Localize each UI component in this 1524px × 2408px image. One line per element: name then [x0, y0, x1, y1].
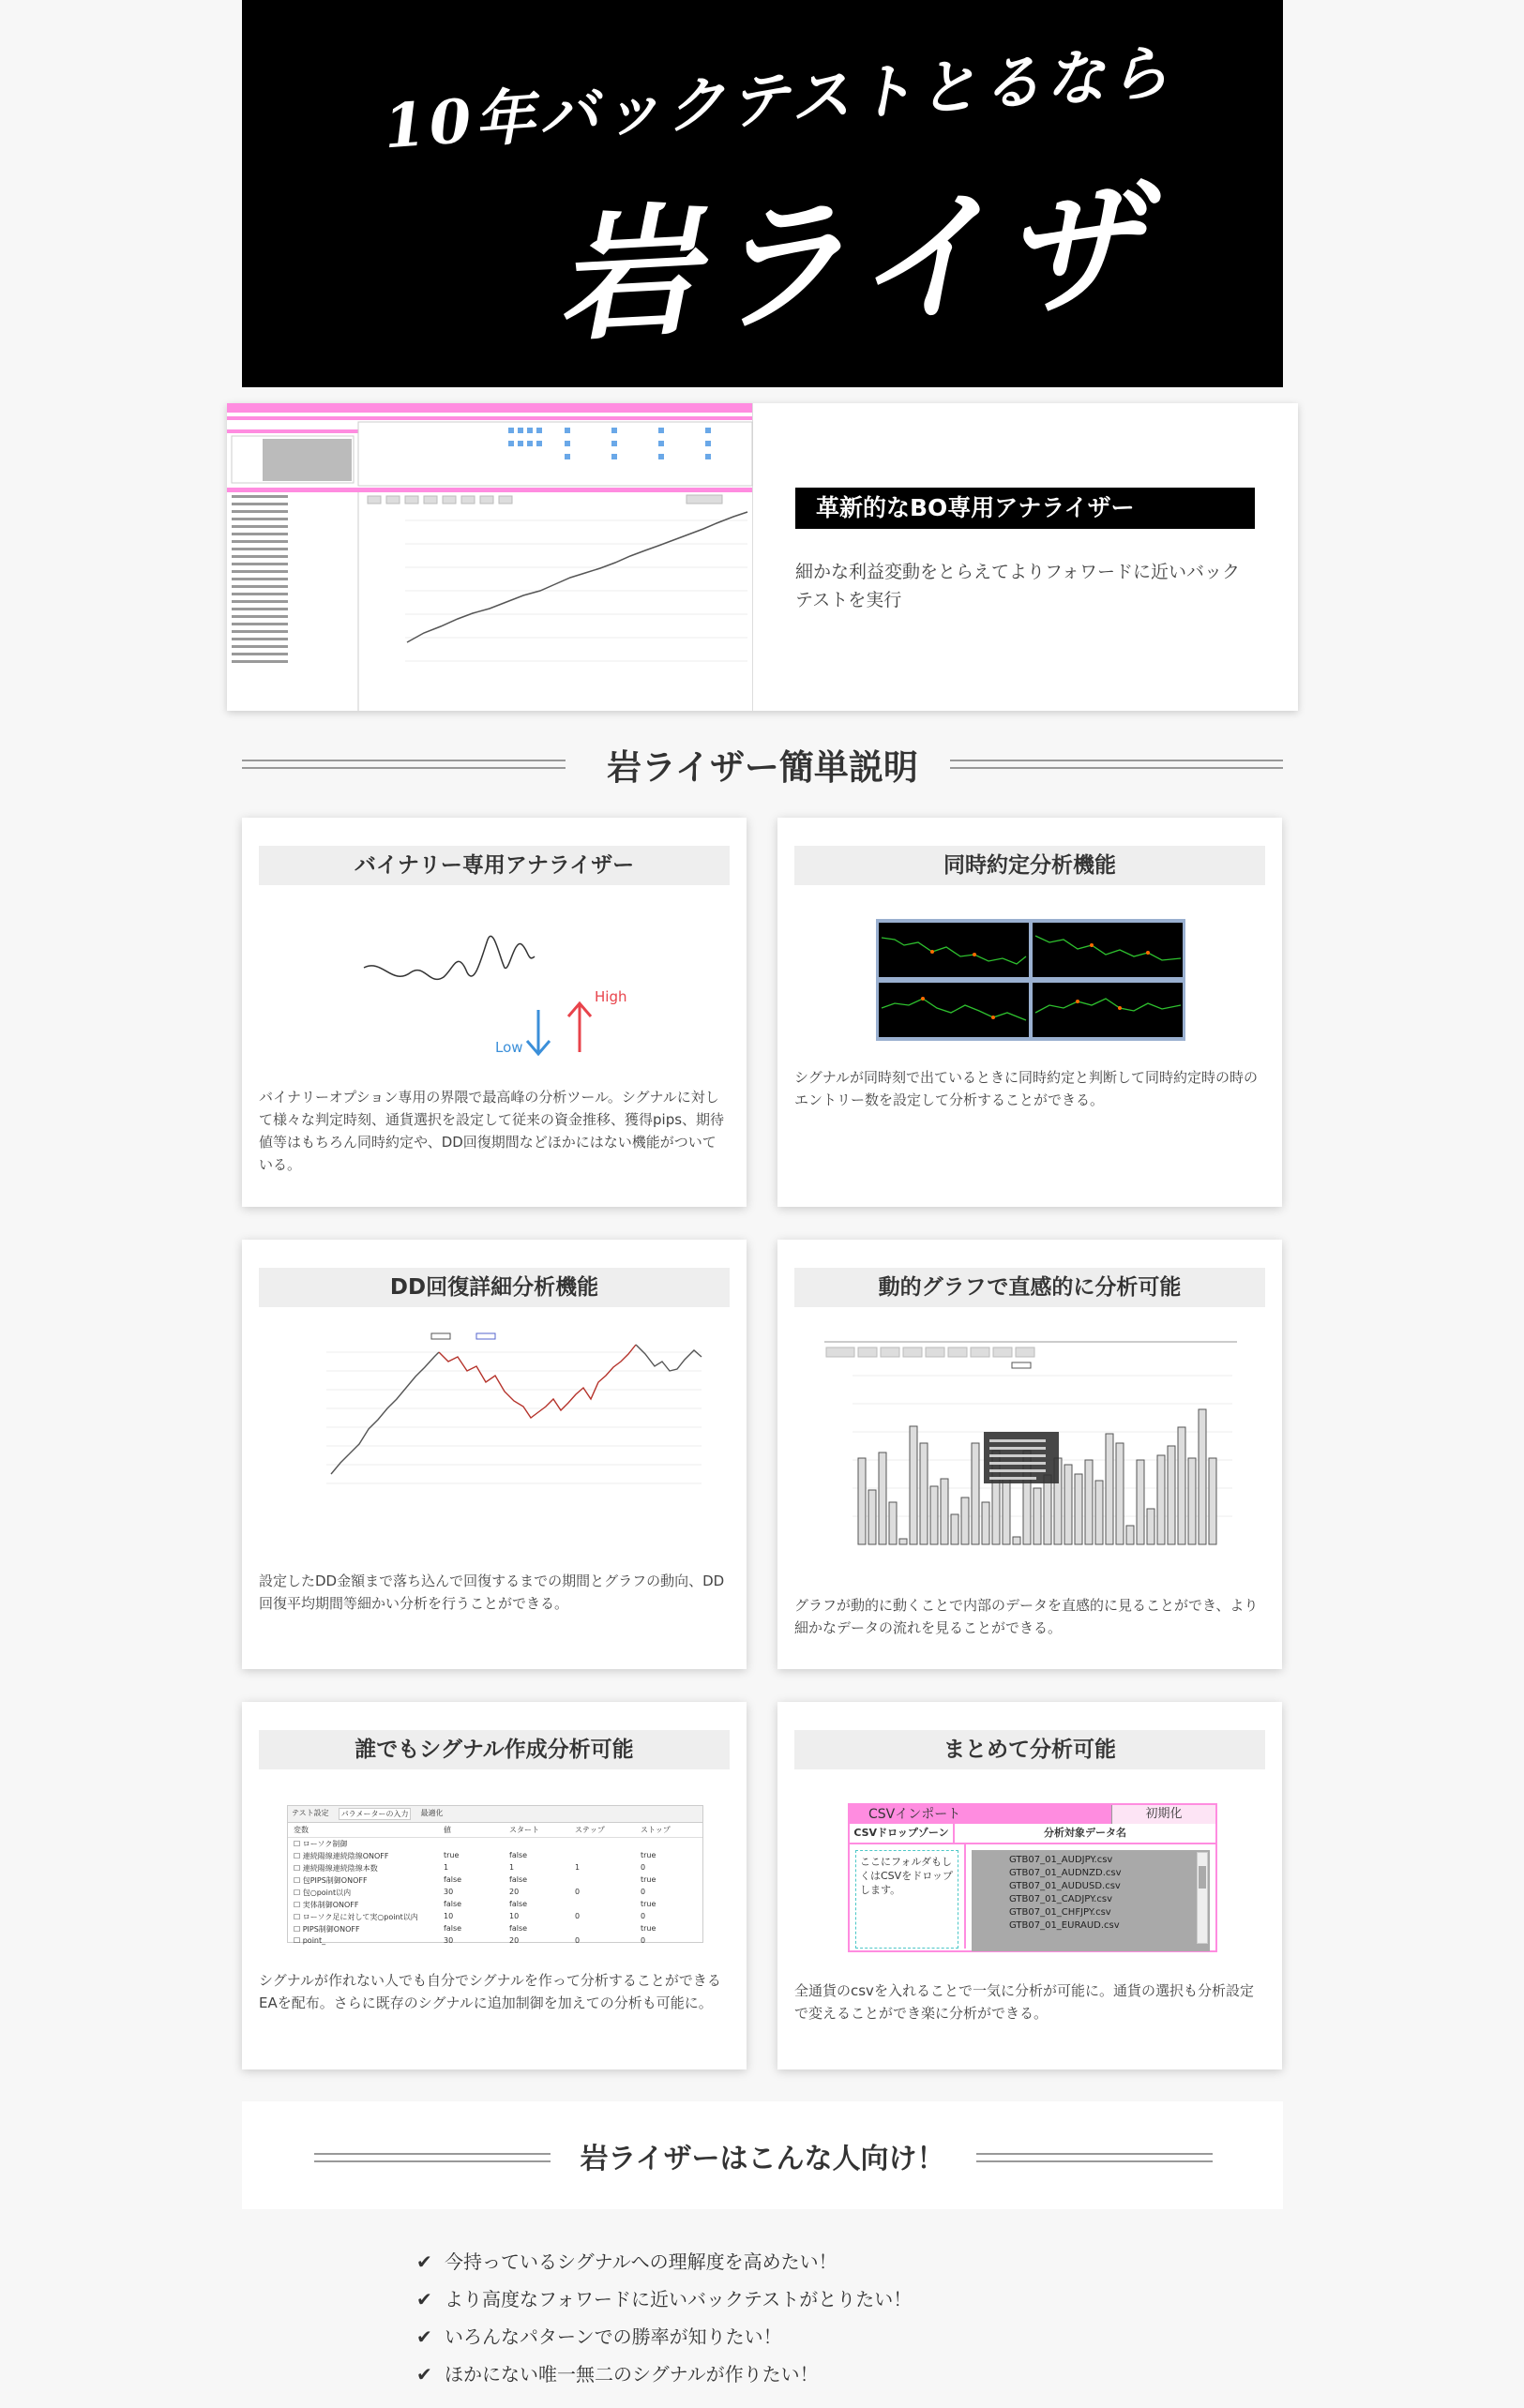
card-text: 設定したDD金額まで落ち込んで回復するまでの期間とグラフの動向、DD回復平均期間等細かい分析を行うことができる。: [259, 1573, 725, 1612]
tab-parameters[interactable]: パラメーターの入力: [339, 1808, 412, 1820]
col-value: 値: [444, 1826, 451, 1834]
check-icon: ✔: [416, 2363, 432, 2385]
list-item: ✔ より高度なフォワードに近いバックテストがとりたい！: [416, 2280, 912, 2318]
card-text: シグナルが作れない人でも自分でシグナルを作って分析することができるEAを配布。さらに既存のシグナルに追加制御を加えての分析も可能に。: [259, 1972, 721, 2011]
dynamic-bar-chart: [824, 1338, 1237, 1558]
csv-drop-zone[interactable]: [850, 1844, 966, 1949]
list-item[interactable]: GTB07_01_CADJPY.csv: [1009, 1894, 1112, 1904]
section-heading: [242, 733, 1283, 790]
param-rows: [288, 1838, 702, 1948]
list-item: ✔ ほかにない唯一無二のシグナルが作りたい！: [416, 2355, 912, 2393]
table-row[interactable]: ☐ 連続陽線連続陰線本数 1 1 1 0: [294, 1863, 646, 1873]
low-label: Low: [495, 1039, 523, 1056]
table-row[interactable]: ☐ 連続陽線連続陰線ONOFF true false true: [294, 1851, 656, 1860]
file-list[interactable]: [972, 1850, 1210, 1951]
card-text: バイナリーオプション専用の界隈で最高峰の分析ツール。シグナルに対して様々な判定時刻、通貨選択を設定して従来の資金推移、獲得pips、期待値等はもちろん同時約定や、DD回復期間などほかにはない機能がついている。: [259, 1089, 725, 1173]
card-title: 誰でもシグナル作成分析可能: [259, 1730, 730, 1769]
card-text: シグナルが同時刻で出ているときに同時約定と判断して同時約定時の時のエントリー数を設定して分析することができる。: [794, 1069, 1258, 1108]
list-item[interactable]: GTB07_01_AUDUSD.csv: [1009, 1881, 1121, 1891]
table-row[interactable]: ☐ PIPS制御ONOFF false false true: [294, 1924, 656, 1934]
csv-import-header: CSVインポート: [868, 1807, 961, 1822]
list-item[interactable]: GTB07_01_CHFJPY.csv: [1009, 1907, 1111, 1918]
target-heading-box: [242, 2101, 1283, 2209]
list-item[interactable]: GTB07_01_AUDJPY.csv: [1009, 1855, 1113, 1865]
dropzone-header: CSVドロップゾーン: [850, 1824, 955, 1843]
list-item: ✔ いろんなパターンでの勝率が知りたい！: [416, 2318, 912, 2355]
col-start: スタート: [509, 1826, 539, 1834]
table-row[interactable]: ☐ 実体制御ONOFF false false true: [294, 1900, 656, 1909]
analyzer-screenshot: [227, 403, 753, 711]
heading-rule-right: [976, 2153, 1213, 2162]
tab-optimization[interactable]: 最適化: [420, 1809, 444, 1817]
section-title: 岩ライザー簡単説明: [607, 747, 918, 788]
check-icon: ✔: [416, 2288, 432, 2310]
feature-card-signal-creation: [242, 1702, 747, 2069]
card-text: グラフが動的に動くことで内部のデータを直感的に見ることができ、より細かなデータの流れを見ることができる。: [794, 1597, 1259, 1636]
target-title: 岩ライザーはこんな人向け！: [580, 2143, 945, 2175]
card-title: バイナリー専用アナライザー: [259, 846, 730, 885]
tab-test-settings[interactable]: テスト設定: [292, 1809, 329, 1817]
high-low-illustration: [355, 921, 636, 1065]
dd-recovery-chart: [289, 1333, 702, 1525]
list-item: ✔ 今持っているシグナルへの理解度を高めたい！: [416, 2243, 912, 2280]
feature-card-bulk-analysis: [777, 1702, 1282, 2069]
hero-logo-text: 岩ライザー: [551, 164, 1156, 361]
mt4-charts-illustration: [876, 919, 1185, 1045]
heading-rule-right: [950, 760, 1283, 769]
intro-description: 細かな利益変動をとらえてよりフォワードに近いバックテストを実行: [795, 562, 1241, 610]
intro-tagline: 革新的なBO専用アナライザー: [795, 488, 1255, 529]
col-step: ステップ: [575, 1826, 605, 1834]
feature-card-binary-analyzer: [242, 818, 747, 1207]
check-icon: ✔: [416, 2250, 432, 2273]
table-row[interactable]: ☐ ローソク制御: [294, 1840, 348, 1848]
table-row[interactable]: ☐ 包○point以内 30 20 0 0: [294, 1888, 646, 1897]
table-row[interactable]: ☐ ローソク足に対して実○point以内 10 10 0 0: [294, 1912, 646, 1921]
hero-subtitle: 10年バックテストとるなら: [381, 37, 1175, 163]
table-row[interactable]: ☐ 包PIPS制御ONOFF false false true: [294, 1875, 656, 1885]
card-title: 同時約定分析機能: [794, 846, 1265, 885]
feature-card-dd-recovery: [242, 1240, 747, 1669]
high-label: High: [595, 988, 627, 1005]
table-row[interactable]: ☐ point_ 30 20 0 0: [294, 1936, 646, 1945]
col-stop: ストップ: [641, 1826, 671, 1834]
list-item[interactable]: GTB07_01_EURAUD.csv: [1009, 1920, 1120, 1931]
hero-banner: [242, 0, 1283, 387]
intro-block: [227, 403, 1298, 711]
drop-hint: ここにフォルダもしくはCSVをドロップします。: [855, 1850, 958, 1949]
scrollbar[interactable]: [1197, 1852, 1208, 1944]
list-item[interactable]: GTB07_01_AUDNZD.csv: [1009, 1868, 1122, 1878]
target-list: [416, 2243, 912, 2393]
feature-card-dynamic-graph: [777, 1240, 1282, 1669]
check-icon: ✔: [416, 2325, 432, 2348]
card-title: DD回復詳細分析機能: [259, 1268, 730, 1307]
reset-button[interactable]: 初期化: [1111, 1805, 1215, 1824]
col-variable: 変数: [294, 1826, 309, 1834]
feature-card-simultaneous: [777, 818, 1282, 1207]
card-title: まとめて分析可能: [794, 1730, 1265, 1769]
ea-parameter-panel: [287, 1805, 703, 1943]
target-data-header: 分析対象データ名: [1044, 1827, 1126, 1839]
card-text: 全通貨のcsvを入れることで一気に分析が可能に。通貨の選択も分析設定で変えることができ楽に分析ができる。: [794, 1982, 1254, 2022]
csv-import-panel: [848, 1803, 1217, 1952]
card-title: 動的グラフで直感的に分析可能: [794, 1268, 1265, 1307]
